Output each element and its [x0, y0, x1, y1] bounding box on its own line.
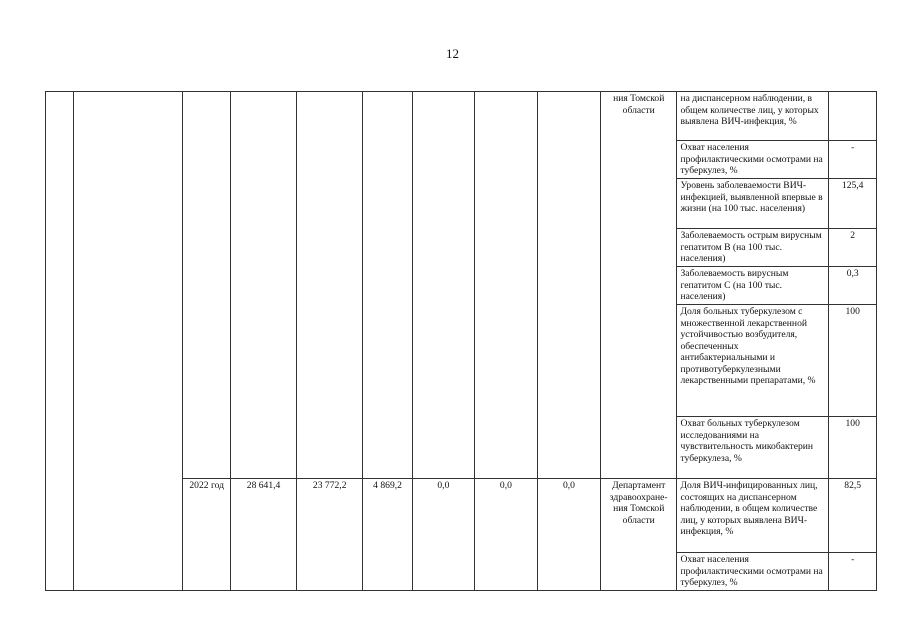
cell-indicator: Охват населения профилактическими осмотрами на туберкулез, %: [677, 553, 829, 591]
cell-value: 82,5: [829, 479, 877, 553]
cell-value: 125,4: [829, 179, 877, 229]
cell-col-d: 0,0: [412, 479, 474, 591]
cell-executor: Департамент здравоохране-ния Томской области: [600, 479, 676, 591]
cell-col-f: [537, 92, 600, 479]
cell-indicator: Охват больных туберкулезом исследованиями на чувствительность микобактерин туберкулеза, %: [677, 417, 829, 479]
cell-indicator: Заболеваемость вирусным гепатитом С (на 100 тыс. населения): [677, 267, 829, 305]
cell-col-b: 23 772,2: [297, 479, 363, 591]
cell-col-e: [474, 92, 537, 479]
cell-col-b: [297, 92, 363, 479]
cell-value: [829, 92, 877, 141]
cell-indicator: Доля ВИЧ-инфицированных лиц, состоящих на диспансерном наблюдении, в общем количестве лиц, у которых выявлена ВИЧ-инфекция, %: [677, 479, 829, 553]
cell-col-c: [363, 92, 413, 479]
cell-value: 100: [829, 417, 877, 479]
cell-index: [46, 92, 74, 591]
page-number: 12: [446, 46, 459, 61]
cell-value: 100: [829, 305, 877, 417]
cell-col-c: 4 869,2: [363, 479, 413, 591]
cell-col-e: 0,0: [474, 479, 537, 591]
cell-value: 2: [829, 229, 877, 267]
cell-year: [183, 92, 231, 479]
cell-col-f: 0,0: [537, 479, 600, 591]
cell-indicator: Охват населения профилактическими осмотрами на туберкулез, %: [677, 141, 829, 179]
cell-total: 28 641,4: [230, 479, 296, 591]
cell-value: -: [829, 553, 877, 591]
program-table: [45, 91, 877, 591]
cell-total: [230, 92, 296, 479]
cell-value: -: [829, 141, 877, 179]
cell-col-d: [412, 92, 474, 479]
cell-executor: ния Томской области: [600, 92, 676, 479]
cell-year: 2022 год: [183, 479, 231, 591]
cell-indicator: Заболеваемость острым вирусным гепатитом В (на 100 тыс. населения): [677, 229, 829, 267]
cell-indicator: на диспансерном наблюдении, в общем количестве лиц, у которых выявлена ВИЧ-инфекция, %: [677, 92, 829, 141]
cell-indicator: Доля больных туберкулезом с множественной лекарственной устойчивостью возбудителя, обеспеченных антибактериальными и противотуберкулезными лекарственными препаратами, %: [677, 305, 829, 417]
cell-event-name: [73, 92, 183, 591]
cell-indicator: Уровень заболеваемости ВИЧ-инфекцией, выявленной впервые в жизни (на 100 тыс. населения): [677, 179, 829, 229]
table-row: [46, 92, 877, 141]
cell-value: 0,3: [829, 267, 877, 305]
